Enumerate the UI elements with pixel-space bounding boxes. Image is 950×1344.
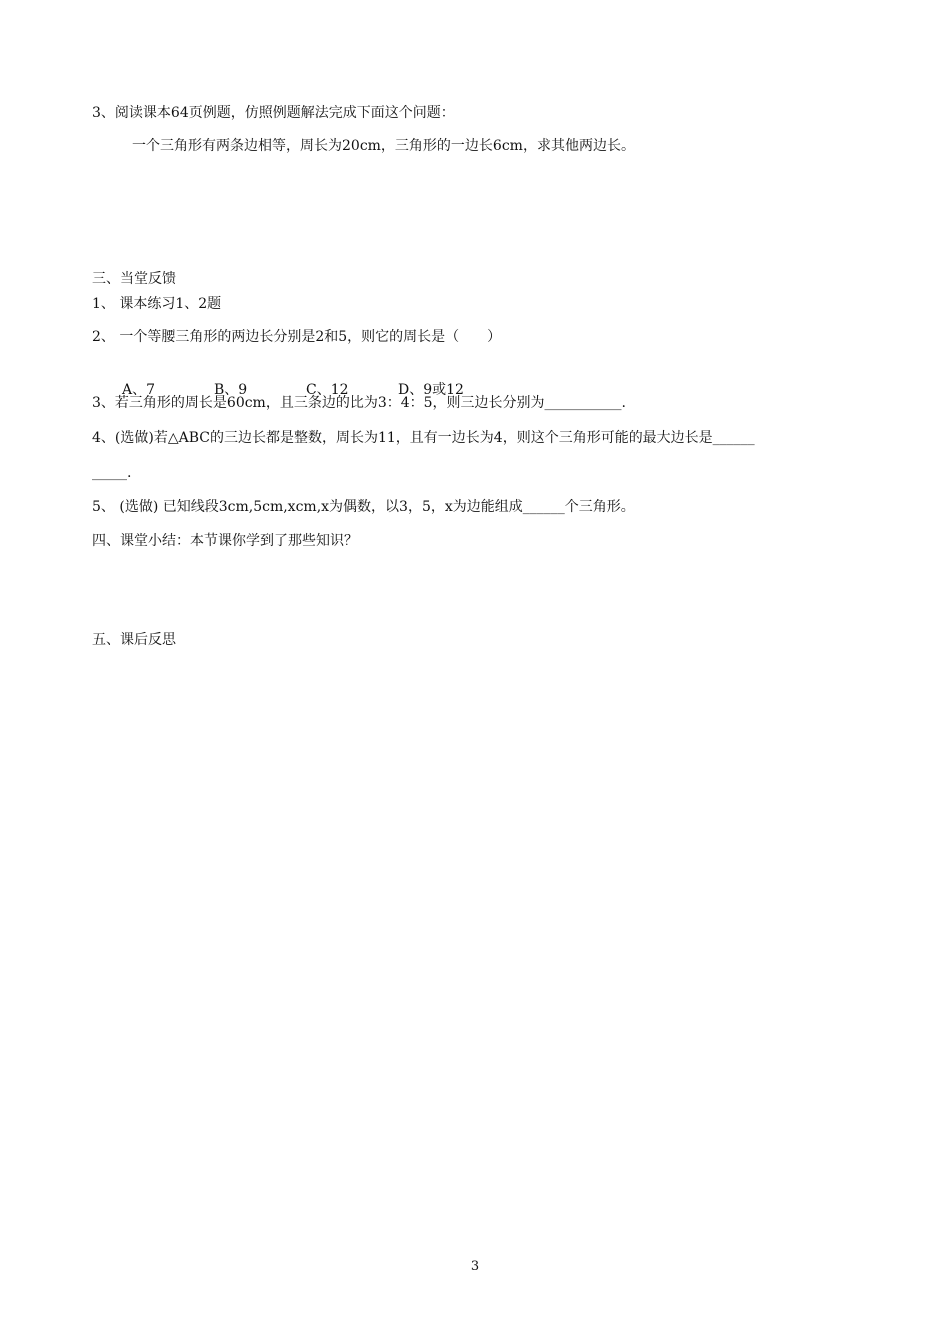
feedback-question-5: 5、 (选做) 已知线段3cm,5cm,xcm,x为偶数，以3，5，x为边能组成______个三角形。: [92, 499, 635, 515]
feedback-question-1: 1、 课本练习1、2题: [92, 296, 222, 312]
feedback-question-4-line-2: _____.: [92, 465, 132, 481]
question-3-reading-task: 3、阅读课本64页例题，仿照例题解法完成下面这个问题：: [92, 105, 455, 121]
option-c: C、12: [306, 382, 349, 398]
feedback-question-3: 3、若三角形的周长是60cm，且三条边的比为3：4：5，则三边长分别为___________.: [92, 395, 627, 411]
feedback-question-4-line-1: 4、(选做)若△ABC的三边长都是整数，周长为11，且有一边长为4，则这个三角形可能的最大边长是______: [92, 430, 755, 446]
section-4-heading: 四、课堂小结：本节课你学到了那些知识？: [92, 533, 358, 549]
section-5-heading: 五、课后反思: [92, 632, 176, 648]
page-number: 3: [470, 1259, 480, 1274]
option-d: D、9或12: [398, 382, 464, 398]
question-3-problem-statement: 一个三角形有两条边相等，周长为20cm，三角形的一边长6cm，求其他两边长。: [132, 138, 635, 154]
option-a: A、7: [122, 382, 156, 398]
option-b: B、9: [214, 382, 248, 398]
feedback-question-2: 2、 一个等腰三角形的两边长分别是2和5，则它的周长是（ ）: [92, 329, 502, 345]
section-3-heading: 三、当堂反馈: [92, 271, 176, 287]
